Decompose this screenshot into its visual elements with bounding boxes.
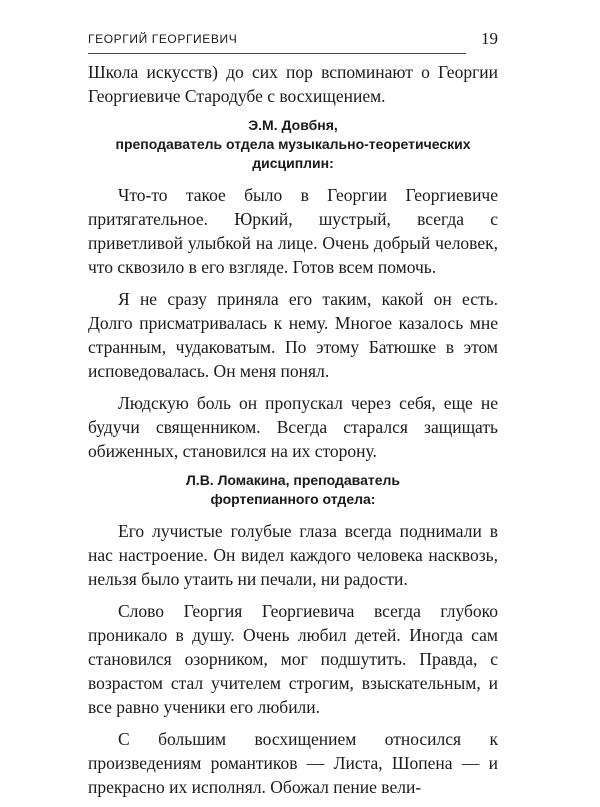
running-title: ГЕОРГИЙ ГЕОРГИЕВИЧ [88, 32, 238, 46]
page-header [88, 29, 498, 60]
page-body [88, 60, 498, 807]
paragraph: Людскую боль он пропускал через себя, еще не будучи священником. Всегда старался защищать обиженных, становился на их сторону. [88, 393, 498, 461]
attribution-role-cont: дисциплин: [252, 155, 334, 171]
paragraph: С большим восхищением относился к произведениям романтиков — Листа, Шопена — и прекрасно их исполнял. Обожал пение вели- [88, 729, 498, 797]
intro-paragraph: Школа искусств) до сих пор вспоминают о Георгии Георгиевиче Стародубе с восхищением. [88, 62, 498, 106]
paragraph: Что-то такое было в Георгии Георгиевиче притягательное. Юркий, шустрый, всегда с приветливой улыбкой на лице. Очень добрый человек, что сквозило в его взгляде. Готов всем помочь. [88, 185, 498, 277]
attribution-role: преподаватель отдела музыкально-теоретических [115, 136, 471, 152]
attribution-dovbnya [88, 116, 498, 173]
page-number: 19 [481, 29, 498, 48]
attribution-name: Л.В. Ломакина, преподаватель [185, 472, 401, 488]
paragraph: Слово Георгия Георгиевича всегда глубоко проникало в душу. Очень любил детей. Иногда сам становился озорником, мог подшутить. Правда, с возрастом стал учителем строгим, взыскательным, и все равно ученики его любили. [88, 601, 498, 717]
paragraph: Я не сразу приняла его таким, какой он есть. Долго присматривалась к нему. Многое казалось мне странным, чудаковатым. По этому Батюшке в этом исповедовалась. Он меня понял. [88, 289, 498, 381]
paragraph: Его лучистые голубые глаза всегда поднимали в нас настроение. Он видел каждого человека насквозь, нельзя было утаить ни печали, ни радости. [88, 521, 498, 589]
header-rule [88, 53, 466, 54]
attribution-name: Э.М. Довбня, [248, 117, 338, 133]
attribution-lomakina [88, 471, 498, 509]
attribution-role: фортепианного отдела: [210, 491, 376, 507]
